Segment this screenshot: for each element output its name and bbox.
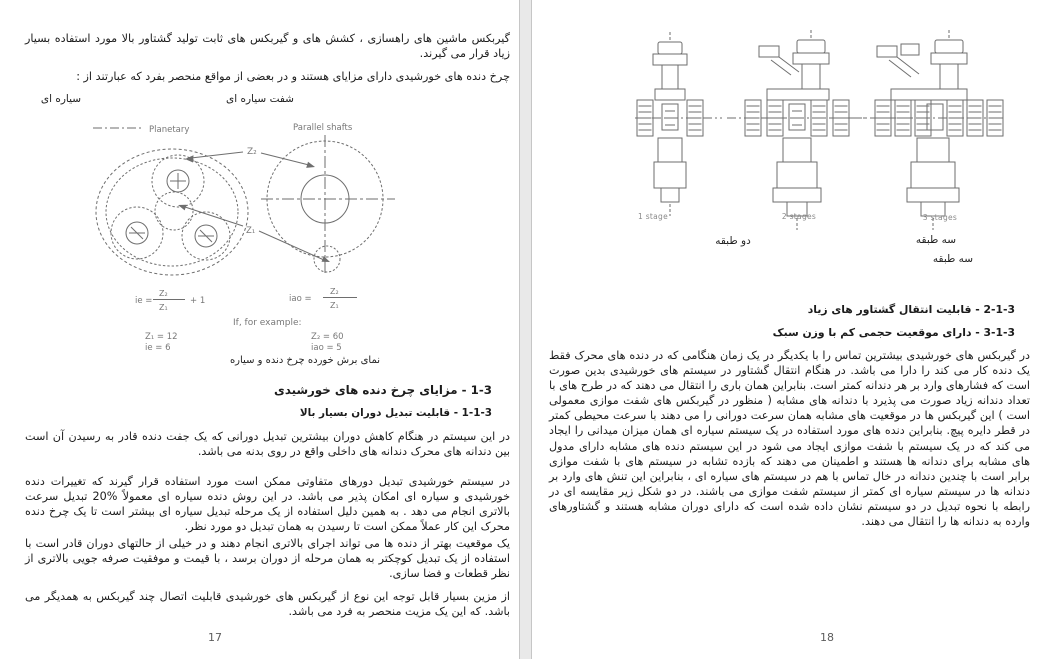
z1-label: Z₁ — [246, 226, 256, 236]
paragraph-contact-stress: در گیربکس های خورشیدی بیشترین تماس را با یکدیگر در یک زمان هنگامی که در دنده های محرک فقط یک دنده کار می کند را دارا می باشد. در هنگام انتقال گشتاور در سیستم های خورشیدی بدین صورت است که فشارهای وارد بر هر دندانه کمتر است. بنابراین همان باری را انتقال می دهند که در طرح های با تعداد دندانه زیاد صورت می پذیرد با دندانه های مشابه ( منظور در گیربکس های شفت موازی معمولی است ) این گیربکس ها در موقعیت های مشابه همان سرعت دورانی را می دهند با سرعت محیطی کمتر در قطر دایره پیچ. بنابراین دنده های مورد استفاده در یک سیستم سیاره ای همان میزان میدانی را ایجاد می کند که در یک سیستم با شفت موازی ایجاد می شود در این سیستم دنده های مشابه دارای مدول های مشابه برای دندانه ها هستند و اطمینان می دهند که بازده تشابه در سیستم های با شفت موازی برابر است با چندین دندانه در خال تماس با هم در سیستم های سیاره ای ، بنابراین این تنش های وارد بر دندانه ها در سیستم سیاره ای کمتر از سیستم شفت موازی می باشند. در دو شکل زیر مقایسه ای در رابطه با نحوه تبدیل در دو سیستم نشان داده شده است که دارای دوران مشابه هستند و گشتاورهای وارده به دندانه ها را انتقال می دهند. — [549, 349, 1030, 529]
paragraph-coupling-advantage: از مزین بسیار قابل توجه این نوع از گیربکس های خورشیدی قابلیت اتصال چند گیربکس به همدیگر می باشد. که این یک مزیت منحصر به فرد می باشد. — [25, 590, 510, 618]
z2-label: Z₂ — [247, 147, 257, 157]
formula-ie-den: Z₁ — [159, 303, 168, 312]
figure-caption: نمای برش خورده چرخ دنده و سیاره — [229, 355, 381, 366]
stage-3-label: 3 stages — [922, 213, 958, 222]
paragraph-system-reduction: در این سیستم در هنگام کاهش دوران بیشترین تبدیل دورانی که یک جفت دنده قادر به رسیدن آن است بین دندانه های محرک دندانه های داخلی واقع در روی بدنه می باشد. — [25, 430, 510, 458]
stage-1-label: 1 stage — [637, 212, 669, 221]
formula-ie-num: Z₂ — [159, 289, 168, 298]
paragraph-advantages-intro: چرخ دنده های خورشیدی دارای مزایای هستند و در بعضی از مواقع منحصر بفرد که عبارتند از : — [76, 70, 510, 83]
example-ie-value: ie = 6 — [145, 343, 171, 353]
formula-ie-lhs: ie = — [135, 296, 153, 306]
planetary-gear-sketch — [25, 107, 505, 355]
figure-label-planetary: سیاره ای — [40, 93, 82, 105]
heading-compact-lightweight: 3-1-3 - دارای موقعیت حجمی کم با وزن سبک — [772, 326, 1015, 339]
planetary-text-label: Planetary — [149, 125, 190, 135]
heading-advantages: 1-3 - مزایای چرخ دنده های خورشیدی — [274, 383, 492, 397]
example-z2-value: Z₂ = 60 — [311, 332, 344, 342]
example-z1-value: Z₁ = 12 — [145, 332, 178, 342]
planetary-gear-figure — [25, 107, 505, 355]
paragraph-ratio-variation: در سیستم خورشیدی تبدیل دورهای متفاوتی ممکن است مورد استفاده قرار گیرند که تغییرات دنده خورشیدی و سیاره ای امکان پذیر می باشد. در این روش دنده سیاره ای معمولاً %20 تبدیل سرعت بالاتری انجام می دهد . به همین دلیل استفاده از یک مرحله تبدیل سیاره ای بیشتر است تا یک چرخ دنده محرک این کار عملاً ممکن است تا رسیدن به همان تبدیل دو مورد نظر. — [25, 475, 510, 533]
page-18 — [532, 0, 1062, 659]
example-iao-value: iao = 5 — [311, 343, 342, 353]
heading-torque-transfer: 2-1-3 - قابلیت انتقال گشتاور های زیاد — [807, 303, 1015, 316]
gearbox-2-stages — [727, 30, 867, 230]
gearbox-stages-sketch — [633, 30, 1005, 240]
paragraph-better-position: یک موقعیت بهتر از دنده ها می تواند اجرای بالاتری انجام دهند و در خیلی از حالتهای دوران قادر است با استفاده از یک تبدیل کوچکتر به همان مرحله از دوران برسد ، با قیمت و موفقیت صرفه جویی بالاتری از نظر قطعات و فضا سازی. — [25, 537, 510, 580]
formula-iao-den: Z₁ — [330, 301, 339, 310]
example-intro-label: If, for example: — [233, 318, 302, 328]
gearbox-stages-figure — [633, 30, 1005, 240]
figure-label-planet-shaft: شفت سیاره ای — [226, 93, 294, 105]
three-stage-line: سه طبقه — [932, 253, 974, 265]
formula-ie-tail: + 1 — [190, 296, 206, 306]
page-gutter — [519, 0, 532, 659]
formula-iao-num: Z₂ — [330, 287, 339, 296]
subheading-high-ratio: 1-1-3 - قابلیت تبدیل دوران بسیار بالا — [299, 407, 492, 419]
gearbox-1-stage — [633, 32, 722, 216]
stage-2-label: 2 stages — [781, 212, 817, 221]
page-number-17: 17 — [208, 631, 222, 644]
paragraph-intro-gearbox: گیربکس ماشین های راهسازی ، کشش های و گیربکس های ثابت تولید گشتاور بالا مورد استفاده بسیار زیاد قرار می گیرند. — [25, 32, 510, 60]
gearbox-3-stages — [853, 30, 1005, 230]
three-stage-caption: سه طبقه — [915, 234, 957, 246]
parallel-shafts-text-label: Parallel shafts — [293, 123, 353, 133]
page-17 — [0, 0, 519, 659]
page-number-18: 18 — [820, 631, 834, 644]
two-stage-caption: دو طبقه — [715, 235, 751, 247]
formula-iao-lhs: iao = — [289, 294, 312, 304]
